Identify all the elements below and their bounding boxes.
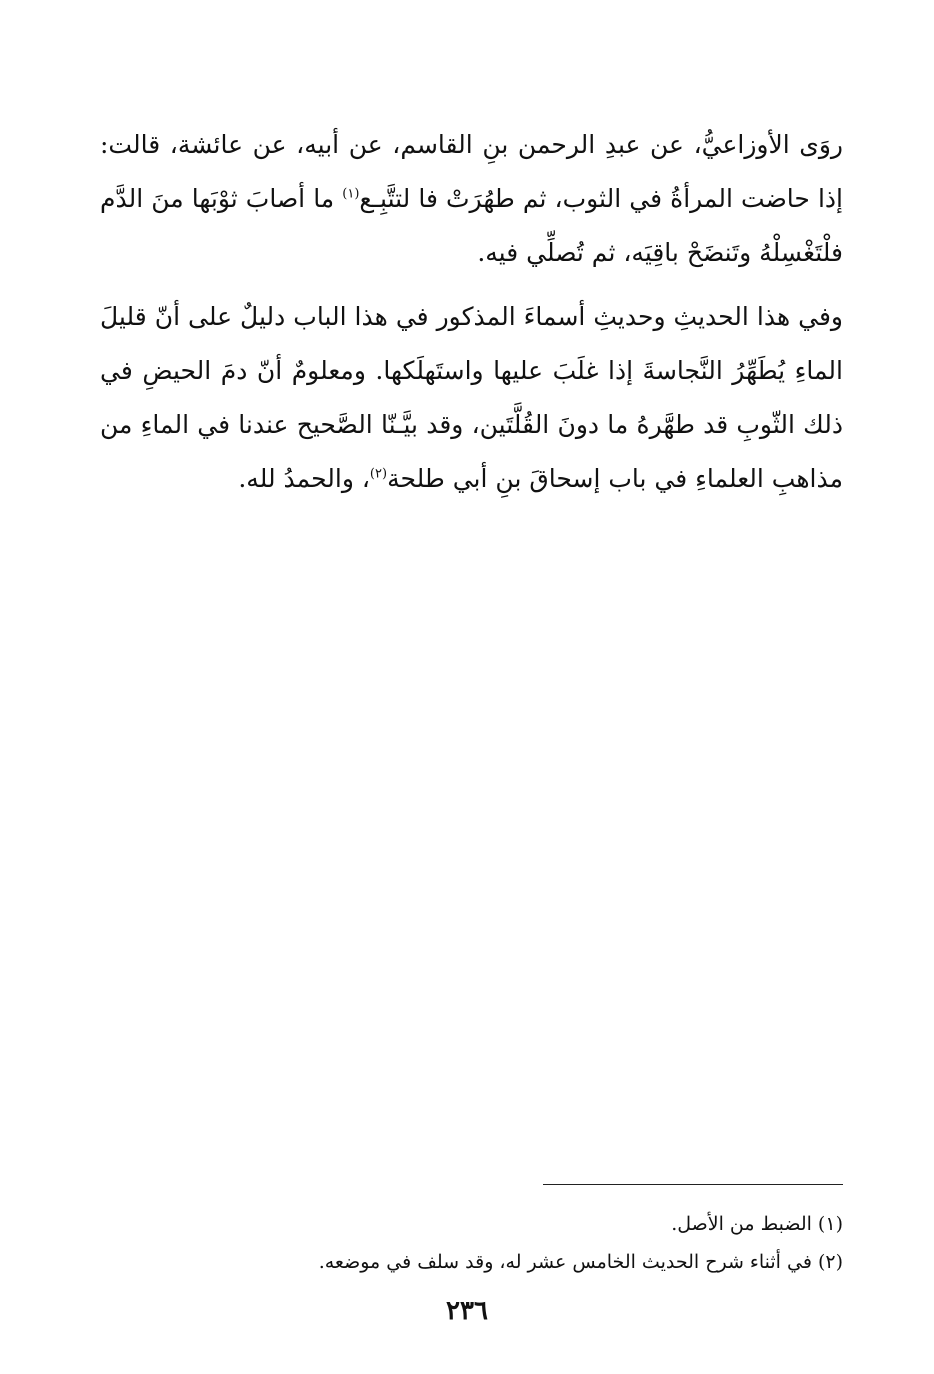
footnote-ref-2: (٢) (369, 466, 388, 482)
paragraph-1 (100, 118, 843, 280)
paragraph-1-text-a: روَى الأوزاعيُّ، عن عبدِ الرحمن بنِ القاسم، عن أبيه، عن عائشة، قالت: إذا حاضت المرأةُ في الثوب، ثم طهُرَتْ فا لتتَّبِـع (100, 130, 843, 213)
footnote-1: (١) الضبط من الأصل. (671, 1213, 843, 1235)
footnote-ref-1: (١) (342, 186, 360, 202)
paragraph-2 (100, 290, 843, 506)
footnotes (100, 1205, 843, 1281)
paragraph-1-text-b: ما أصابَ ثوْبَها منَ الدَّم فلْتَغْسِلْهُ وتَنضَحْ باقِيَه، ثم تُصلِّي فيه. (100, 184, 843, 267)
page-number: ٢٣٦ (446, 1296, 488, 1326)
main-text (100, 118, 843, 516)
paragraph-2-text-b: ، والحمدُ لله. (238, 464, 370, 493)
footnote-2: (٢) في أثناء شرح الحديث الخامس عشر له، وقد سلف في موضعه. (318, 1251, 843, 1273)
footnote-divider (543, 1184, 843, 1185)
paragraph-2-text-a: وفي هذا الحديثِ وحديثِ أسماءَ المذكور في هذا الباب دليلٌ على أنّ قليلَ الماءِ يُطَهِّرُ النَّجاسةَ إذا غلَبَ عليها واستَهلَكها. ومعلومٌ أنّ دمَ الحيضِ في ذلك الثّوبِ قد طهَّرهُ ما دونَ القُلَّتَين، وقد بيَّـنّا الصَّحيح عندنا في الماءِ من مذاهبِ العلماءِ في باب إسحاقَ بنِ أبي طلحة (100, 302, 843, 493)
